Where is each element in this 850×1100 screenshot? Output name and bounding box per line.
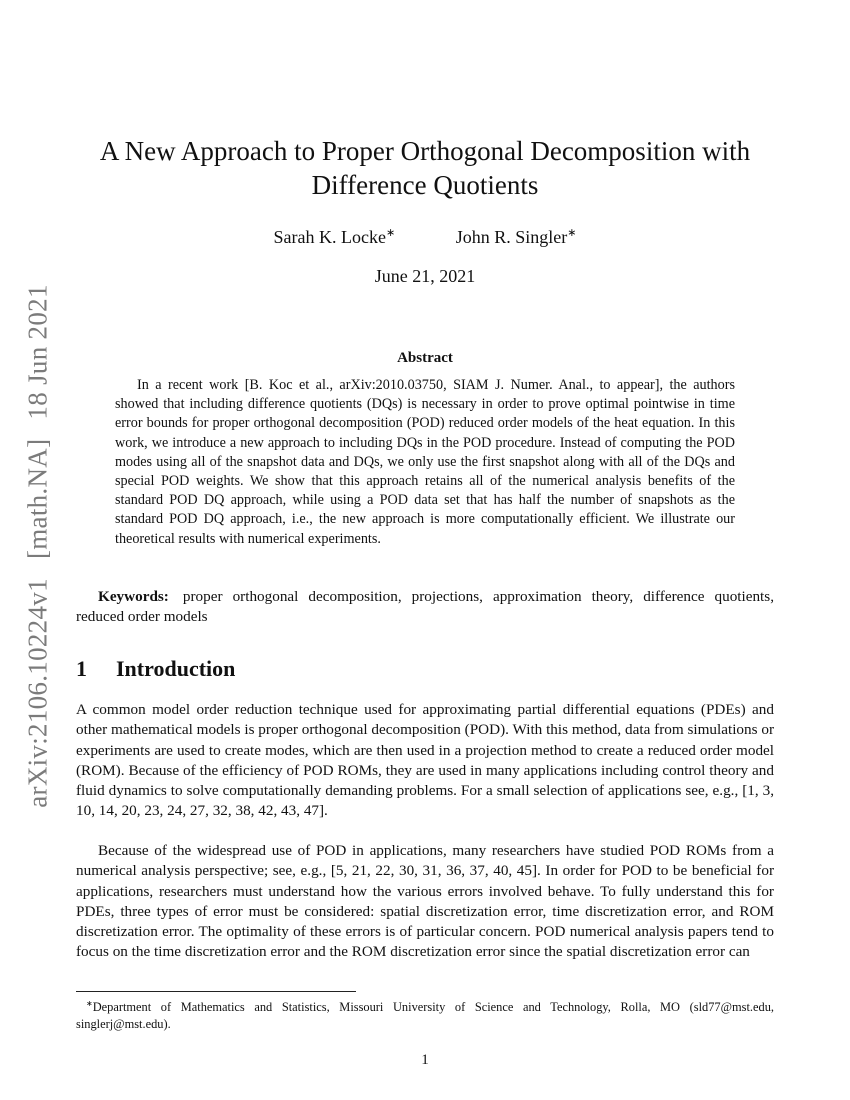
page-number: 1 <box>421 1052 429 1068</box>
keywords-text: proper orthogonal decomposition, projections, approximation theory, difference quotients, reduced order models <box>76 588 774 625</box>
section-heading-introduction <box>76 656 235 682</box>
arxiv-id: arXiv:2106.10224v1 <box>22 578 53 808</box>
title-line-1: A New Approach to Proper Orthogonal Decomposition with <box>99 136 751 166</box>
abstract-text: In a recent work [B. Koc et al., arXiv:2010.03750, SIAM J. Numer. Anal., to appear], the authors showed that including difference quotients (DQs) is necessary in order to prove optimal pointwise in time error bounds for proper orthogonal decomposition (POD) reduced order models of the heat equation. In this work, we introduce a new approach to including DQs in the POD procedure. Instead of computing the POD modes using all of the snapshot data and DQs, we only use the first snapshot along with all of the DQs and special POD weights. We show that this approach retains all of the numerical analysis benefits of the standard POD DQ approach, while using a POD data set that has half the number of snapshots as the standard POD DQ approach, i.e., the new approach is more computationally efficient. We illustrate our theoretical results with numerical experiments. <box>115 377 735 547</box>
paper-date: June 21, 2021 <box>374 266 476 286</box>
arxiv-category: [math.NA] <box>22 438 53 560</box>
author-list <box>0 226 850 248</box>
author-2-name: John R. Singler <box>455 227 568 247</box>
section-number: 1 <box>76 656 87 681</box>
footnote-mark: ∗ <box>86 999 93 1008</box>
section-title: Introduction <box>116 656 236 681</box>
intro-paragraph-2: Because of the widespread use of POD in applications, many researchers have studied POD ROMs from a numerical analysis perspective; see, e.g., [5, 21, 22, 30, 31, 36, 37, 40, 45]. In order for POD to be beneficial for applications, researchers must understand how the various errors involved behave. To fully understand this for PDEs, three types of error must be considered: spatial discretization error, time discretization error, and ROM discretization error. The optimality of these errors is of particular concern. POD numerical analysis papers tend to focus on the time discretization error and the ROM discretization error since the spatial discretization error can <box>76 842 774 961</box>
arxiv-date: 18 Jun 2021 <box>22 284 53 420</box>
keywords-label: Keywords: <box>98 588 169 605</box>
paper-title <box>60 134 790 202</box>
abstract-heading: Abstract <box>397 350 453 366</box>
author-1-mark: ∗ <box>386 227 396 239</box>
author-1 <box>274 226 396 248</box>
keywords <box>76 587 774 627</box>
author-1-name: Sarah K. Locke <box>273 227 386 247</box>
intro-paragraph-1: A common model order reduction technique used for approximating partial differential equations (PDEs) and other mathematical models is proper orthogonal decomposition (POD). With this method, data from simulations or experiments are used to create modes, which are then used in a projection method to create a reduced order model (ROM). Because of the efficiency of POD ROMs, they are used in many applications including control theory and fluid dynamics to solve computationally demanding problems. For a small selection of applications see, e.g., [1, 3, 10, 14, 20, 23, 24, 27, 32, 38, 42, 43, 47]. <box>76 701 774 820</box>
footnote-divider <box>76 991 356 992</box>
author-2 <box>456 226 577 248</box>
footnote <box>76 995 774 1033</box>
title-line-2: Difference Quotients <box>311 170 539 200</box>
footnote-text: Department of Mathematics and Statistics, Missouri University of Science and Technology, Rolla, MO (sld77@mst.edu, singlerj@mst.edu). <box>76 1000 774 1031</box>
author-2-mark: ∗ <box>567 227 577 239</box>
